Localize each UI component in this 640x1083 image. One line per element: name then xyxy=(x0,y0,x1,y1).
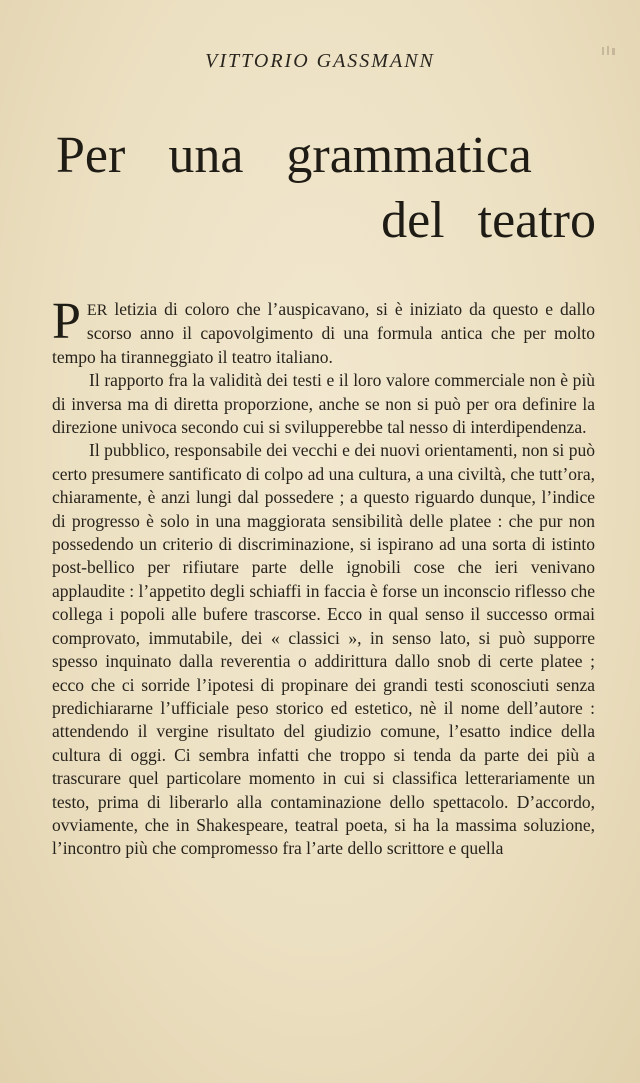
drop-cap: P xyxy=(52,293,81,350)
paragraph-1 xyxy=(52,293,595,369)
article-body xyxy=(52,293,595,861)
opening-small-caps: ER xyxy=(86,302,108,319)
author-name: VITTORIO GASSMANN xyxy=(205,50,435,72)
article-title-line-1: Per una grammatica xyxy=(56,127,532,184)
article-title-line-2: del teatro xyxy=(381,192,596,249)
paragraph-1-text: letizia di coloro che l’auspicavano, si è iniziato da questo e dallo scorso anno il capovolgimento di una formula antica che per molto tempo ha tiranneggiato il teatro italiano. xyxy=(52,299,595,367)
paragraph-2: Il rapporto fra la validità dei testi e il loro valore commerciale non è più di inversa ma di diretta proporzione, anche se non si può per ora definire la direzione univoca secondo cui si svilupperebbe tal nesso di interdipendenza. xyxy=(52,370,595,438)
paragraph-3: Il pubblico, responsabile dei vecchi e dei nuovi orientamenti, non si può certo presumere santificato di colpo ad una cultura, a una civiltà, che tutt’ora, chiaramente, è anzi lungi dal possedere ; a questo riguardo dunque, l’indice di progresso è solo in una maggiorata sensibilità delle platee : che pur non possedendo un criterio di discriminazione, si ispirano ad una sorta di istinto post-bellico per rifiutare parte delle ignobili cose che ieri venivano applaudite : l’appetito degli schiaffi in faccia è forse un inconscio riflesso che collega i popoli alle bufere trascorse. Ecco in qual senso il successo ormai comprovato, immutabile, dei « classici », in senso lato, si può supporre spesso inquinato dalla reverentia o addirittura dallo snob di certe platee ; ecco che ci sorride l’ipotesi di propinare dei grandi testi sconosciuti senza predichiararne l’ufficiale peso storico ed estetico, nè il nome dell’autore : attendendo il vergine risultato del giudizio comune, l’esatto indice della cultura di oggi. Ci sembra infatti che troppo si tenda da parte dei più a trascurare quel particolare momento in cui si classifica letterariamente un testo, prima di liberarlo alla contaminazione dello spettacolo. D’accordo, ovviamente, che in Shakespeare, teatral poeta, si ha la massima soluzione, l’incontro più che compromesso fra l’arte dello scrittore e quella xyxy=(52,440,595,859)
